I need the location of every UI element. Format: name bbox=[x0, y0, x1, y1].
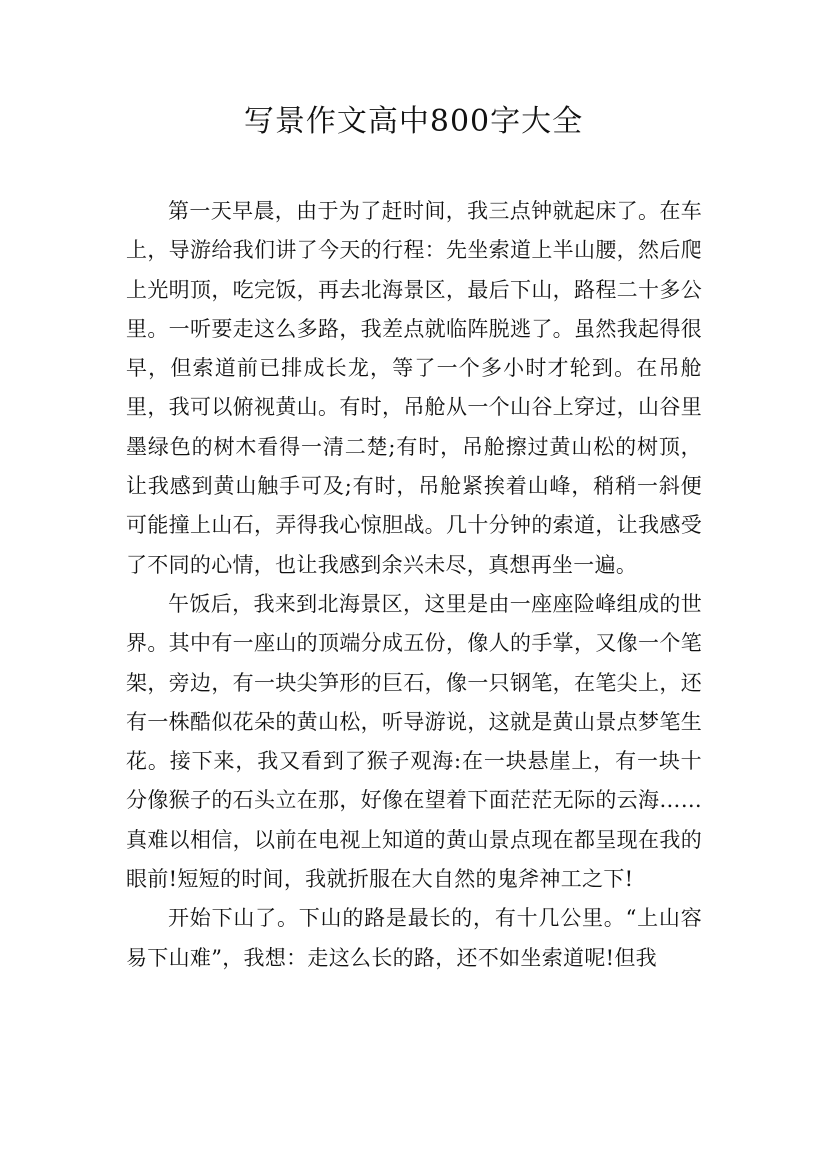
paragraph-2: 午饭后，我来到北海景区，这里是由一座座险峰组成的世界。其中有一座山的顶端分成五份，像人的手掌，又像一个笔架，旁边，有一块尖笋形的巨石，像一只钢笔，在笔尖上，还有一株酷似花朵的黄山松，听导游说，这就是黄山景点梦笔生花。接下来，我又看到了猴子观海:在一块悬崖上，有一块十分像猴子的石头立在那，好像在望着下面茫茫无际的云海……真难以相信，以前在电视上知道的黄山景点现在都呈现在我的眼前!短短的时间，我就折服在大自然的鬼斧神工之下! bbox=[126, 591, 702, 892]
document-body bbox=[126, 192, 702, 978]
paragraph-3: 开始下山了。下山的路是最长的，有十几公里。“上山容易下山难”，我想：走这么长的路，还不如坐索道呢!但我 bbox=[126, 906, 702, 970]
document-title: 写景作文高中800字大全 bbox=[243, 104, 584, 139]
paragraph-1: 第一天早晨，由于为了赶时间，我三点钟就起床了。在车上，导游给我们讲了今天的行程：先坐索道上半山腰，然后爬上光明顶，吃完饭，再去北海景区，最后下山，路程二十多公里。一听要走这么多路，我差点就临阵脱逃了。虽然我起得很早，但索道前已排成长龙，等了一个多小时才轮到。在吊舱里，我可以俯视黄山。有时，吊舱从一个山谷上穿过，山谷里墨绿色的树木看得一清二楚;有时，吊舱擦过黄山松的树顶，让我感到黄山触手可及;有时，吊舱紧挨着山峰，稍稍一斜便可能撞上山石，弄得我心惊胆战。几十分钟的索道，让我感受了不同的心情，也让我感到余兴未尽，真想再坐一遍。 bbox=[126, 199, 702, 577]
